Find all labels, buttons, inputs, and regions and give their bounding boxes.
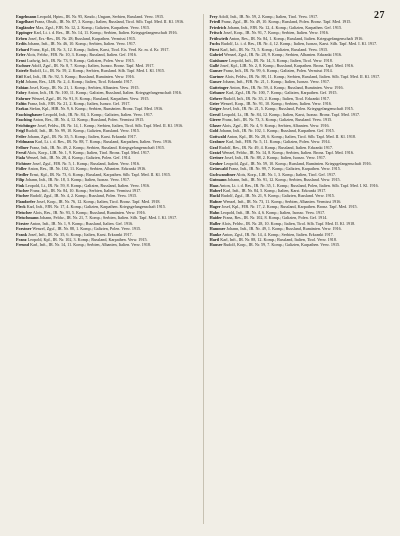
- entry-surname: Gehrer: [209, 95, 223, 101]
- entry-surname: Erdős: [16, 41, 27, 47]
- entry-surname: Flandorfer: [16, 198, 36, 204]
- entry-surname: Ferstl: [16, 149, 27, 155]
- entry-surname: Gallé: [209, 62, 219, 68]
- entry-details: Adolf, Inft., IR. Nr. 59, 2. Komp.; Italien, Tirol. Verw. 1917.: [217, 14, 319, 19]
- entry-details: Karl, Inft., IR. Nr. 14, 11. Komp.; Serbien, Albanien, Italien. Verw. 1918.: [29, 242, 152, 248]
- entry-details: Franz, Kpl., IR. Nr. 3, 12. Komp.; Italien, Karst, Tirol. Eis. Verd. Kr. m. d. Kr. 1917.: [29, 46, 170, 52]
- entry-surname: Hanke: [209, 231, 222, 237]
- entry-surname: Gerstl: [209, 111, 221, 117]
- directory-entry: [16, 74, 193, 79]
- entry-surname: Fürst: [209, 46, 220, 52]
- entry-details: Rudolf, Zgsf., IR. Nr. 21, 9. Komp.; Galizien, Russland. Verw. 1915.: [220, 193, 335, 199]
- entry-details: Johann, Res., LIR. Nr. 2, 4. Komp.; Italien, Tirol. Erkrankt 1917.: [24, 79, 133, 85]
- directory-entry: [16, 79, 193, 84]
- entry-details: Wenzel, Inft., IR. Nr. 28, 4. Komp.; Galizien, Polen. Gef. 1914.: [24, 155, 131, 161]
- entry-surname: Fiedler: [16, 171, 29, 177]
- entry-surname: Grünwald: [209, 166, 228, 172]
- directory-entry: [16, 117, 193, 122]
- directory-entry: [210, 36, 387, 41]
- entry-surname: Farkas: [16, 106, 29, 112]
- directory-entry: [16, 134, 193, 139]
- entry-surname: Gschwandtner: [209, 171, 236, 177]
- entry-surname: Graf: [209, 144, 219, 150]
- entry-surname: Fahrner: [16, 95, 31, 101]
- entry-details: Josef, Ers.-Res., IR. Nr. 28; Russland, Karpathen. Vermisst 1915.: [27, 35, 136, 41]
- entry-details: Wenzel, Zgsf., IR. Nr. 28, 9. Komp.; Serbien, Albanien. Erkrankt 1916.: [223, 52, 343, 58]
- entry-surname: Friedrich: [209, 24, 227, 30]
- entry-surname: Ernst: [16, 57, 26, 63]
- directory-entry: [210, 161, 387, 166]
- entry-details: Ludwig, Inft., IR. Nr. 73, 9. Komp.; Galizien, Polen. Verw. 1915.: [25, 57, 135, 63]
- entry-surname: Haller: [209, 220, 221, 226]
- entry-surname: Fritsch: [209, 30, 223, 36]
- entry-details: Leopold, Hptm., IR. Nr. 95, Kmdo.; Ungarn, Serbien, Russland. Verw. 1915.: [36, 14, 165, 19]
- entry-surname: Eybl: [16, 79, 25, 85]
- directory-entry: [210, 221, 387, 226]
- directory-entry: [210, 177, 387, 182]
- directory-entry: [16, 242, 193, 247]
- column-right: [203, 14, 387, 524]
- directory-entry: [16, 52, 193, 57]
- directory-entry: [210, 145, 387, 150]
- entry-surname: Fischer: [16, 193, 30, 199]
- entry-surname: Hammer: [209, 226, 226, 232]
- entry-details: Rudolf, Inft., IR. Nr. 35, 2. Komp.; Italien, Tirol. Erkrankt 1917.: [222, 95, 330, 101]
- directory-entry: [16, 19, 193, 24]
- entry-details: Adolf, Zgsf., IR. Nr. 8, 7. Komp.; Italien, Isonzo. Bronz. Tapf. Med. 1917.: [30, 62, 155, 68]
- entry-details: Josef, Inft., IR. Nr. 35, 6. Komp.; Italien, Karst. Erkrankt 1917.: [27, 231, 133, 237]
- directory-entry: [16, 68, 193, 73]
- directory-entry: [210, 226, 387, 231]
- entry-details: Franz, Inft., FJB. Nr. 21, 2. Komp.; Italien, Isonzo. Gef. 1917.: [26, 101, 131, 106]
- directory-entry: [210, 232, 387, 237]
- entry-surname: Feigl: [16, 128, 25, 134]
- entry-details: Johann, Inft., FJB. Nr. 21, 1. Komp.; Italien, Isonzo. Verw. 1917.: [221, 79, 331, 85]
- directory-entry: [210, 139, 387, 144]
- entry-details: Josef, Feldw., IR. Nr. 14, 1. Komp.; Serbien, Italien, Tirol. Silb. Tapf. Med. II. Kl. 1916.: [36, 122, 184, 128]
- entry-details: Alois, Feldw., IR. Nr. 28, 10. Komp.; Italien, Tirol. Silb. Tapf. Med. II. Kl. 1918.: [220, 220, 356, 226]
- directory-entry: [210, 128, 387, 133]
- entry-details: Karl, Inft., IR. Nr. 92, 5. Komp.; Russland, Rumänien. Verw. 1916.: [22, 73, 135, 79]
- directory-entry: [16, 36, 193, 41]
- entry-surname: Gutmann: [209, 177, 227, 183]
- page-number: 27: [374, 10, 385, 21]
- entry-surname: Hafner: [209, 198, 223, 204]
- entry-surname: Erler: [16, 52, 26, 58]
- entry-surname: Gaisbauer: [209, 57, 228, 63]
- entry-surname: Erhard: [16, 46, 30, 52]
- entry-surname: Engelhart: [16, 19, 34, 25]
- entry-surname: Fink: [16, 182, 25, 188]
- directory-entry: [210, 155, 387, 160]
- entry-details: Josef, Kpl., LIR. Nr. 2, 8. Komp.; Russland, Karpathen. Bronz. Tapf. Med. 1916.: [218, 62, 354, 68]
- entry-surname: Greiner: [209, 155, 224, 161]
- entry-surname: Faschingbauer: [16, 111, 43, 117]
- entry-surname: Gattringer: [209, 84, 229, 90]
- entry-surname: Filip: [16, 177, 25, 183]
- entry-surname: Haider: [209, 215, 222, 221]
- entry-details: Leopold, Inft., IR. Nr. 4, 6. Komp.; Italien, Isonzo. Verw. 1917.: [219, 209, 326, 215]
- entry-details: Alois, Korp., LIR. Nr. 1, 3. Komp.; Italien, Tirol. Gef. 1917.: [235, 171, 337, 177]
- directory-entry: [210, 52, 387, 57]
- entry-details: Johann, Inft., IR. Nr. 46, 10. Komp.; Serbien, Italien. Verw. 1917.: [26, 41, 137, 47]
- entry-details: Wenzel, Feldw., IR. Nr. 14, 8. Komp.; Serbien, Italien. Bronz. Tapf. Med. 1916.: [221, 149, 354, 155]
- entry-details: Leopold, Kpl., IR. Nr. 102, 3. Komp.; Russland, Karpathen. Verw. 1915.: [26, 236, 148, 242]
- column-left: [16, 14, 193, 524]
- directory-entry: [16, 166, 193, 171]
- entry-details: Wenzel, Zgsf., IR. Nr. 88, 1. Komp.; Galizien, Polen. Verw. 1915.: [31, 226, 142, 232]
- entry-details: Josef, Korp., IR. Nr. 76, 12. Komp.; Italien, Tirol. Bronz. Tapf. Med. 1918.: [35, 198, 161, 204]
- entry-surname: Esterle: [16, 68, 29, 74]
- entry-surname: Fleischer: [16, 209, 33, 215]
- entry-details: Karl, Inft., IR. Nr. 73, 5. Komp.; Galizien, Russland. Verw. 1915.: [219, 46, 329, 52]
- directory-entry: [210, 25, 387, 30]
- entry-details: Franz, Inft., IR. Nr. 73, 3. Komp.; Galizien, Russland. Verw. 1915.: [221, 117, 333, 123]
- entry-surname: Engländer: [16, 24, 35, 30]
- entry-details: Wenzel, Korp., IR. Nr. 91, 10. Komp.; Serbien, Italien. Verw. 1916.: [219, 101, 332, 106]
- directory-entry: [210, 166, 387, 171]
- entry-surname: Fleck: [16, 204, 26, 210]
- entry-details: Josef, Inft., IR. Nr. 21, 5. Komp.; Russland, Polen. Kriegsgefangenschaft 1915.: [221, 106, 354, 112]
- entry-surname: Hahn: [209, 209, 220, 215]
- entry-surname: Freund: [16, 242, 30, 248]
- entry-surname: Eppinger: [16, 30, 33, 36]
- directory-entry: [16, 47, 193, 52]
- entry-details: Rudolf, Inft., IR. Nr. 99, 10. Komp.; Galizien, Russland. Verw. 1915.: [24, 128, 140, 134]
- entry-surname: Haas: [209, 182, 219, 188]
- directory-entry: [16, 128, 193, 133]
- entry-details: Karl, Inft., FJB. Nr. 5, 11. Komp.; Galizien, Polen. Verw. 1914.: [224, 139, 331, 145]
- directory-entry: [16, 96, 193, 101]
- entry-details: Anton, Res., IR. Nr. 4, 12. Komp.; Russland, Polen. Vermisst 1915.: [31, 117, 145, 123]
- directory-entry: [16, 139, 193, 144]
- entry-details: Leopold, Zgsf., IR. Nr. 59, 10. Komp.; Russland, Rumänien. Kriegsgefangenschaft 1916.: [222, 160, 372, 166]
- entry-surname: Haberl: [209, 188, 222, 193]
- directory-entry: [210, 96, 387, 101]
- entry-details: Johann, Inft., FJB. Nr. 12, 4. Komp.; Galizien, Karpathen. Gef. 1915.: [226, 24, 343, 30]
- directory-entry: [16, 58, 193, 63]
- directory-entry: [16, 161, 193, 166]
- directory-entry: [210, 41, 387, 46]
- directory-entry: [16, 199, 193, 204]
- entry-details: Karl, Inft., FJB. Nr. 17, 4. Komp.; Galizien, Karpathen. Kriegsgefangenschaft 1915.: [25, 204, 166, 210]
- entry-surname: Franz: [16, 236, 27, 242]
- directory-entry: [210, 63, 387, 68]
- directory-entry: [210, 19, 387, 24]
- entry-details: Josef, Korp., IR. Nr. 91, 7. Komp.; Serbien, Italien. Verw. 1916.: [222, 30, 329, 36]
- entry-details: Franz, Inft., IR. Nr. 49, 2. Komp.; Serbien, Russland. Kriegsgefangenschaft 1915.: [28, 144, 166, 150]
- entry-surname: Frey: [209, 14, 218, 19]
- directory-entry: [16, 232, 193, 237]
- directory-entry: [210, 68, 387, 73]
- directory-entry: [210, 199, 387, 204]
- entry-details: Rudolf, Korp., IR. Nr. 59, 7. Komp.; Galizien, Karpathen. Verw. 1915.: [222, 242, 341, 248]
- directory-entry: [210, 90, 387, 95]
- entry-details: Anton, Zgsf., IR. Nr. 14, 4. Komp.; Serbien, Italien. Erkrankt 1917.: [221, 231, 334, 237]
- entry-surname: Ettl: [16, 73, 23, 79]
- entry-details: Alois, Feldw., FJB. Nr. 10, 3. Komp.; Russland, Italien. Gef. 1916.: [25, 52, 137, 58]
- text-columns: [16, 14, 386, 524]
- entry-details: Karl, Lt. i. d. Res., IR. Nr. 88, 7. Komp.; Russland, Karpathen, Italien. Verw. 1916.: [33, 139, 173, 145]
- entry-surname: Fichtner: [16, 160, 32, 166]
- entry-details: Anton, Kpl., IR. Nr. 28, 6. Komp.; Italien, Tirol. Silb. Tapf. Med. II. Kl. 1918.: [226, 133, 357, 139]
- directory-entry: [16, 215, 193, 220]
- entry-details: Josef, Kpl., FJB. Nr. 17, 2. Komp.; Russland, Karpathen. Bronz. Tapf. Med. 1915.: [220, 204, 358, 210]
- entry-surname: Gratzl: [209, 149, 221, 155]
- entry-surname: Engelmann: [16, 14, 37, 19]
- directory-entry: [210, 85, 387, 90]
- entry-details: Franz, Res., IR. Nr. 102, 8. Komp.; Galizien, Polen. Gef. 1914.: [221, 215, 328, 221]
- entry-details: Anton, Lt. i. d. Res., IR. Nr. 35, 1. Komp.; Russland, Polen, Italien. Silb. Tapf. Med. I. Kl. 1916.: [218, 182, 379, 188]
- entry-details: Johann, Inft., IR. Nr. 91, 12. Komp.; Serbien, Russland. Verw. 1915.: [226, 177, 341, 183]
- entry-details: Alois, Res., IR. Nr. 93, 5. Komp.; Russland, Rumänien. Verw. 1916.: [32, 209, 146, 215]
- directory-entry: [16, 106, 193, 111]
- entry-surname: Fuchs: [209, 41, 221, 47]
- entry-surname: Gasser: [209, 79, 222, 85]
- directory-entry: [16, 123, 193, 128]
- directory-entry: [210, 210, 387, 215]
- entry-details: Alois, Zgsf., IR. Nr. 4, 9. Komp.; Serbien, Albanien. Verw. 1916.: [221, 122, 330, 128]
- entry-details: Anton, Res., IR. Nr. 84, 1. Komp.; Russland, Italien. Kriegsgefangenschaft 1916.: [228, 35, 364, 41]
- directory-entry: [210, 188, 387, 193]
- entry-surname: Hackl: [209, 193, 221, 199]
- entry-surname: Glaser: [209, 122, 222, 128]
- directory-entry: [16, 30, 193, 35]
- entry-surname: Gierer: [209, 117, 222, 123]
- directory-entry: [210, 58, 387, 63]
- directory-entry: [210, 150, 387, 155]
- directory-entry: [210, 30, 387, 35]
- entry-details: Wenzel, Inft., IR. Nr. 73, 11. Komp.; Serbien, Albanien. Vermisst 1916.: [222, 198, 342, 204]
- entry-surname: Fleischmann: [16, 215, 39, 221]
- directory-entry: [210, 14, 387, 19]
- directory-entry: [210, 123, 387, 128]
- directory-entry: [16, 188, 193, 193]
- entry-details: Alois, Feldw., IR. Nr. 88, 11. Komp.; Serbien, Russland, Italien. Silb. Tapf. Med. II. Kl. 1917.: [224, 73, 381, 79]
- directory-entry: [16, 183, 193, 188]
- directory-entry: [16, 90, 193, 95]
- entry-surname: Hauser: [209, 242, 223, 248]
- entry-surname: Frühwirth: [209, 35, 229, 41]
- directory-entry: [210, 193, 387, 198]
- entry-surname: Feichtinger: [16, 122, 37, 128]
- directory-entry: [210, 237, 387, 242]
- directory-entry: [16, 112, 193, 117]
- directory-entry: [210, 215, 387, 220]
- entry-details: Johann, Inft., IR. Nr. 102, 1. Komp.; Russland, Karpathen. Gef. 1915.: [218, 128, 335, 134]
- entry-details: Franz, Inft., IR. Nr. 99, 7. Komp.; Galizien, Karpathen. Verw. 1915.: [227, 166, 341, 172]
- entry-surname: Grabner: [209, 139, 225, 145]
- entry-details: Rudolf, Lt., IR. Nr. 59, 2. Komp.; Serbien, Russland. Silb. Tapf. Med. I. Kl. 1915.: [28, 68, 166, 74]
- directory-entry: [210, 47, 387, 52]
- entry-surname: Gottwald: [209, 133, 227, 139]
- directory-entry: [210, 106, 387, 111]
- entry-details: Wenzel, Zgsf., IR. Nr. 91, 8. Komp.; Russland, Karpathen. Verw. 1915.: [30, 95, 150, 101]
- entry-surname: Fischer: [16, 188, 30, 193]
- directory-entry: [16, 210, 193, 215]
- entry-details: Johann, Inft., IR. Nr. 18, 3. Komp.; Italien, Isonzo. Verw. 1917.: [24, 177, 131, 183]
- directory-entry: [16, 177, 193, 182]
- directory-entry: [16, 150, 193, 155]
- entry-surname: Gruber: [209, 160, 223, 166]
- directory-entry: [210, 101, 387, 106]
- entry-surname: Friedl: [209, 19, 221, 25]
- entry-surname: Hager: [209, 204, 221, 210]
- directory-entry: [16, 101, 193, 106]
- entry-details: Johann, Zgsf., IR. Nr. 35, 5. Komp.; Italien, Karst. Erkrankt 1917.: [26, 133, 137, 139]
- entry-details: Franz, Inft., IR. Nr. 99, 6. Komp.; Galizien, Polen. Vermisst 1914.: [222, 68, 333, 74]
- entry-surname: Förster: [16, 220, 30, 226]
- entry-surname: Gebauer: [209, 90, 225, 96]
- directory-entry: [210, 172, 387, 177]
- directory-entry: [16, 155, 193, 160]
- entry-surname: Feldmann: [16, 139, 34, 145]
- directory-entry: [210, 117, 387, 122]
- entry-details: Rudolf, Lt. i. d. Res., IR. Nr. 4, 12. Komp.; Italien, Isonzo, Karst. Silb. Tapf. Med. I. Kl. 1917.: [220, 41, 378, 47]
- entry-details: Karl, Zgsf., IR. Nr. 100, 7. Komp.; Galizien, Karpathen. Gef. 1915.: [224, 90, 338, 96]
- entry-details: Stefan, Kpl., HIR. Nr. 9, 6. Komp.; Serbien, Rumänien. Bronz. Tapf. Med. 1916.: [28, 106, 164, 112]
- directory-entry: [210, 74, 387, 79]
- entry-details: Anton, Inft., IR. Nr. 100, 11. Komp.; Galizien, Russland, Italien. Kriegsgefangenschaft 1916.: [26, 90, 182, 96]
- entry-surname: Frank: [16, 231, 28, 237]
- directory-entry: [16, 172, 193, 177]
- entry-details: Josef, Inft., IR. Nr. 88, 2. Komp.; Italien, Isonzo. Verw. 1917.: [223, 155, 327, 161]
- directory-entry: [16, 145, 193, 150]
- entry-details: Rudolf, Res., IR. Nr. 49, 4. Komp.; Russland, Italien. Erkrankt 1917.: [218, 144, 334, 150]
- entry-surname: Fabian: [16, 84, 29, 90]
- entry-surname: Gold: [209, 128, 219, 134]
- entry-details: Leopold, Inft., IR. Nr. 84, 3. Komp.; Galizien, Italien. Verw. 1917.: [42, 111, 154, 117]
- entry-details: Franz, Obstlt., IR. Nr. 87, 3. Komp.; Italien, Russland, Tirol. Silb. Tapf. Med. II. Kl. 1916.: [33, 19, 185, 25]
- directory-entry: [16, 41, 193, 46]
- directory-entry: [16, 85, 193, 90]
- entry-details: Anton, Inft., IR. Nr. 1, 9. Komp.; Russland, Italien. Gef. 1916.: [29, 220, 134, 226]
- entry-surname: Fidler: [16, 166, 27, 172]
- entry-details: Johann, Feldw., IR. Nr. 21, 7. Komp.; Serbien, Italien. Silb. Tapf. Med. I. Kl. 1917.: [38, 215, 178, 221]
- entry-surname: Erben: [16, 35, 28, 41]
- entry-surname: Faltin: [16, 101, 27, 106]
- entry-details: Josef, Zgsf., FJB. Nr. 5, 1. Komp.; Russland, Italien. Verw. 1916.: [31, 160, 140, 166]
- entry-surname: Gartner: [209, 73, 224, 79]
- directory-entry: [210, 79, 387, 84]
- entry-surname: Geier: [209, 101, 220, 106]
- directory-entry: [210, 183, 387, 188]
- entry-details: Leopold, Inft., IR. Nr. 14, 3. Komp.; Italien, Tirol. Verw. 1918.: [227, 57, 333, 63]
- entry-details: Rudolf, Zgsf., IR. Nr. 4, 2. Komp.; Russland, Polen. Verw. 1915.: [29, 193, 138, 199]
- directory-entry: [210, 242, 387, 247]
- entry-details: Josef, Korp., IR. Nr. 21, 1. Komp.; Serbien, Albanien. Verw. 1915.: [28, 84, 140, 90]
- directory-entry: [16, 193, 193, 198]
- entry-details: Max, Zgsf., FJB. Nr. 12, 2. Komp.; Galizien, Karpathen. Verw. 1915.: [34, 24, 151, 30]
- entry-details: Ernst, Kpl., IR. Nr. 73, 6. Komp.; Russland, Karpathen. Silb. Tapf. Med. II. Kl. 1915.: [28, 171, 172, 177]
- directory-entry: [210, 204, 387, 209]
- directory-entry: [16, 25, 193, 30]
- entry-surname: Fiala: [16, 155, 25, 161]
- directory-entry: [210, 134, 387, 139]
- directory-entry: [16, 14, 193, 19]
- entry-surname: Eschner: [16, 62, 31, 68]
- entry-surname: Gabriel: [209, 52, 224, 58]
- entry-details: Franz, Zgsf., IR. Nr. 49, 10. Komp.; Russland, Polen. Bronz. Tapf. Med. 1915.: [220, 19, 352, 25]
- directory-entry: [16, 226, 193, 231]
- directory-entry: [16, 63, 193, 68]
- entry-surname: Geiger: [209, 106, 222, 112]
- entry-surname: Fasching: [16, 117, 32, 123]
- entry-details: Anton, Res., IR. Nr. 102, 11. Komp.; Serbien, Albanien. Erkrankt 1916.: [26, 166, 147, 172]
- entry-details: Anton, Res., IR. Nr. 59, 4. Komp.; Russland, Rumänien. Verw. 1916.: [228, 84, 344, 90]
- directory-entry: [210, 112, 387, 117]
- entry-details: Karl, Inft., IR. Nr. 88, 12. Komp.; Russland, Italien, Tirol. Verw. 1918.: [219, 236, 337, 242]
- entry-surname: Fabry: [16, 90, 27, 96]
- entry-details: Johann, Inft., IR. Nr. 49, 1. Komp.; Russland, Rumänien. Verw. 1916.: [225, 226, 342, 232]
- entry-details: Franz, Inft., IR. Nr. 84, 10. Komp.; Serbien, Italien. Vermisst 1917.: [29, 188, 142, 193]
- entry-surname: Forstner: [16, 226, 32, 232]
- entry-surname: Feiler: [16, 133, 27, 139]
- directory-entry: [16, 237, 193, 242]
- entry-details: Leopold, Lt., IR. Nr. 84, 12. Komp.; Italien, Karst, Isonzo. Bronz. Tapf. Med. 1917.: [220, 111, 361, 117]
- entry-surname: Hartl: [209, 236, 220, 242]
- entry-details: Alois, Korp., LIR. Nr. 1, 9. Komp.; Italien, Tirol. Bronz. Tapf. Med. 1917.: [26, 149, 151, 155]
- directory-entry: [16, 204, 193, 209]
- entry-surname: Fellner: [16, 144, 29, 150]
- directory-entry: [16, 221, 193, 226]
- entry-details: Karl, Lt. i. d. Res., IR. Nr. 14, 11. Komp.; Serbien, Italien. Kriegsgefangenschaft 1916.: [32, 30, 178, 36]
- entry-surname: Ganser: [209, 68, 223, 74]
- entry-details: Karl, Inft., IR. Nr. 84, 5. Komp.; Italien, Karst. Erkrankt 1917.: [221, 188, 327, 193]
- entry-details: Leopold, Lt., IR. Nr. 59, 8. Komp.; Galizien, Russland, Italien. Verw. 1916.: [24, 182, 151, 188]
